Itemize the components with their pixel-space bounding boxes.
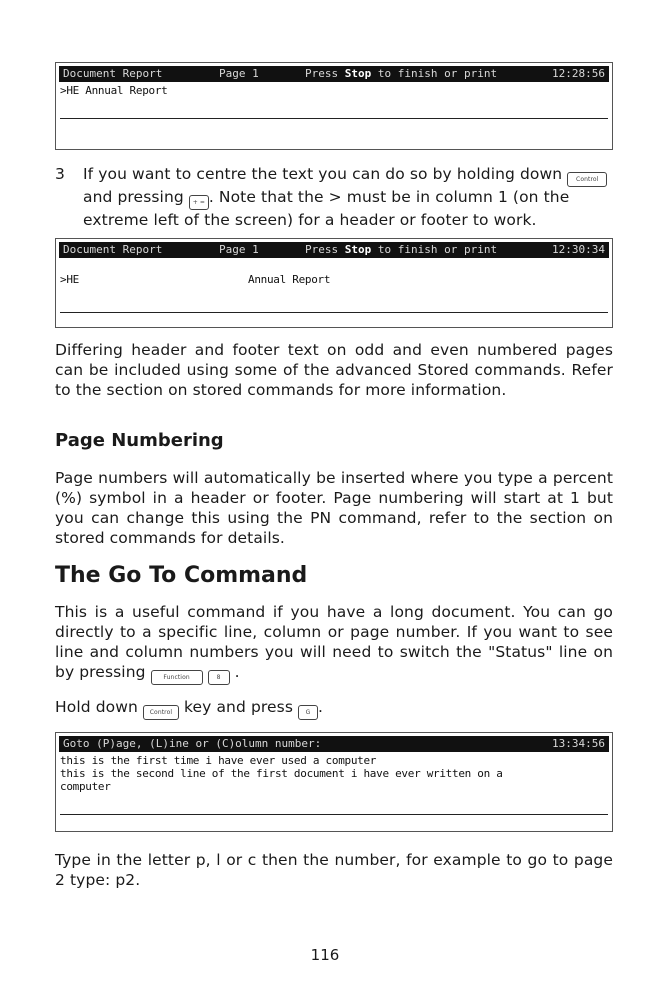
- control-key-icon: Control: [567, 172, 607, 187]
- status-page: Page 1: [219, 67, 259, 80]
- control-key-icon: Control: [143, 705, 179, 720]
- status-bar: [59, 242, 609, 258]
- status-press: Press Stop to finish or print: [305, 67, 498, 80]
- status-bar: [59, 66, 609, 82]
- step-text: If you want to centre the text you can do so by holding down: [83, 165, 563, 183]
- goto-prompt: Goto (P)age, (L)ine or (C)olumn number:: [63, 737, 328, 750]
- plus-key-icon: + =: [189, 195, 209, 210]
- divider: [60, 814, 608, 815]
- paragraph-type-letter: Type in the letter p, l or c then the number, for example to go to page 2 type: p2.: [55, 851, 613, 889]
- screen-line-prefix: >HE: [60, 273, 79, 286]
- paragraph-hold-down: Hold down Control key and press G .: [55, 697, 613, 720]
- screen-capture-3: [55, 732, 613, 832]
- screen-line: this is the first time i have ever used a computer: [60, 754, 377, 767]
- status-time: 12:28:56: [552, 67, 605, 80]
- status-time: 13:34:56: [552, 737, 605, 750]
- screen-line-title: Annual Report: [248, 273, 331, 286]
- screen-capture-1: [55, 62, 613, 150]
- paragraph-goto: This is a useful command if you have a long document. You can go directly to a specific line, column or page number. If you want to see line and column numbers you will need to switch the "Status" line on by pressing Function 8 .: [55, 602, 613, 685]
- screen-capture-2: [55, 238, 613, 328]
- screen-line: this is the second line of the first document i have ever written on a: [60, 767, 503, 780]
- heading-go-to-command: The Go To Command: [55, 563, 308, 588]
- page-number: 116: [310, 946, 340, 964]
- status-time: 12:30:34: [552, 243, 605, 256]
- status-document: Document Report: [63, 67, 163, 80]
- screen-line: >HE Annual Report: [60, 84, 168, 97]
- divider: [60, 118, 608, 119]
- step-3: 3 If you want to centre the text you can do so by holding down Control and pressing + = . Note that the > must be in column 1 (on the extreme left of the screen) for a header or footer to work.: [55, 164, 613, 230]
- status-page: Page 1: [219, 243, 259, 256]
- paragraph-page-numbers: Page numbers will automatically be inserted where you type a percent (%) symbol in a header or footer. Page numbering will start at 1 but you can change this using the PN command, refer to the section on stored commands for details.: [55, 469, 613, 547]
- screen-line: computer: [60, 780, 111, 793]
- g-key-icon: G: [298, 705, 318, 720]
- status-document: Document Report: [63, 243, 163, 256]
- step-number: 3: [55, 165, 65, 183]
- paragraph-differing: Differing header and footer text on odd and even numbered pages can be included using some of the advanced Stored commands. Refer to the section on stored commands for more information.: [55, 341, 613, 399]
- divider: [60, 312, 608, 313]
- heading-page-numbering: Page Numbering: [55, 430, 224, 451]
- status-press: Press Stop to finish or print: [305, 243, 498, 256]
- function-key-icon: Function: [151, 670, 203, 685]
- eight-key-icon: 8: [208, 670, 230, 685]
- status-bar: [59, 736, 609, 752]
